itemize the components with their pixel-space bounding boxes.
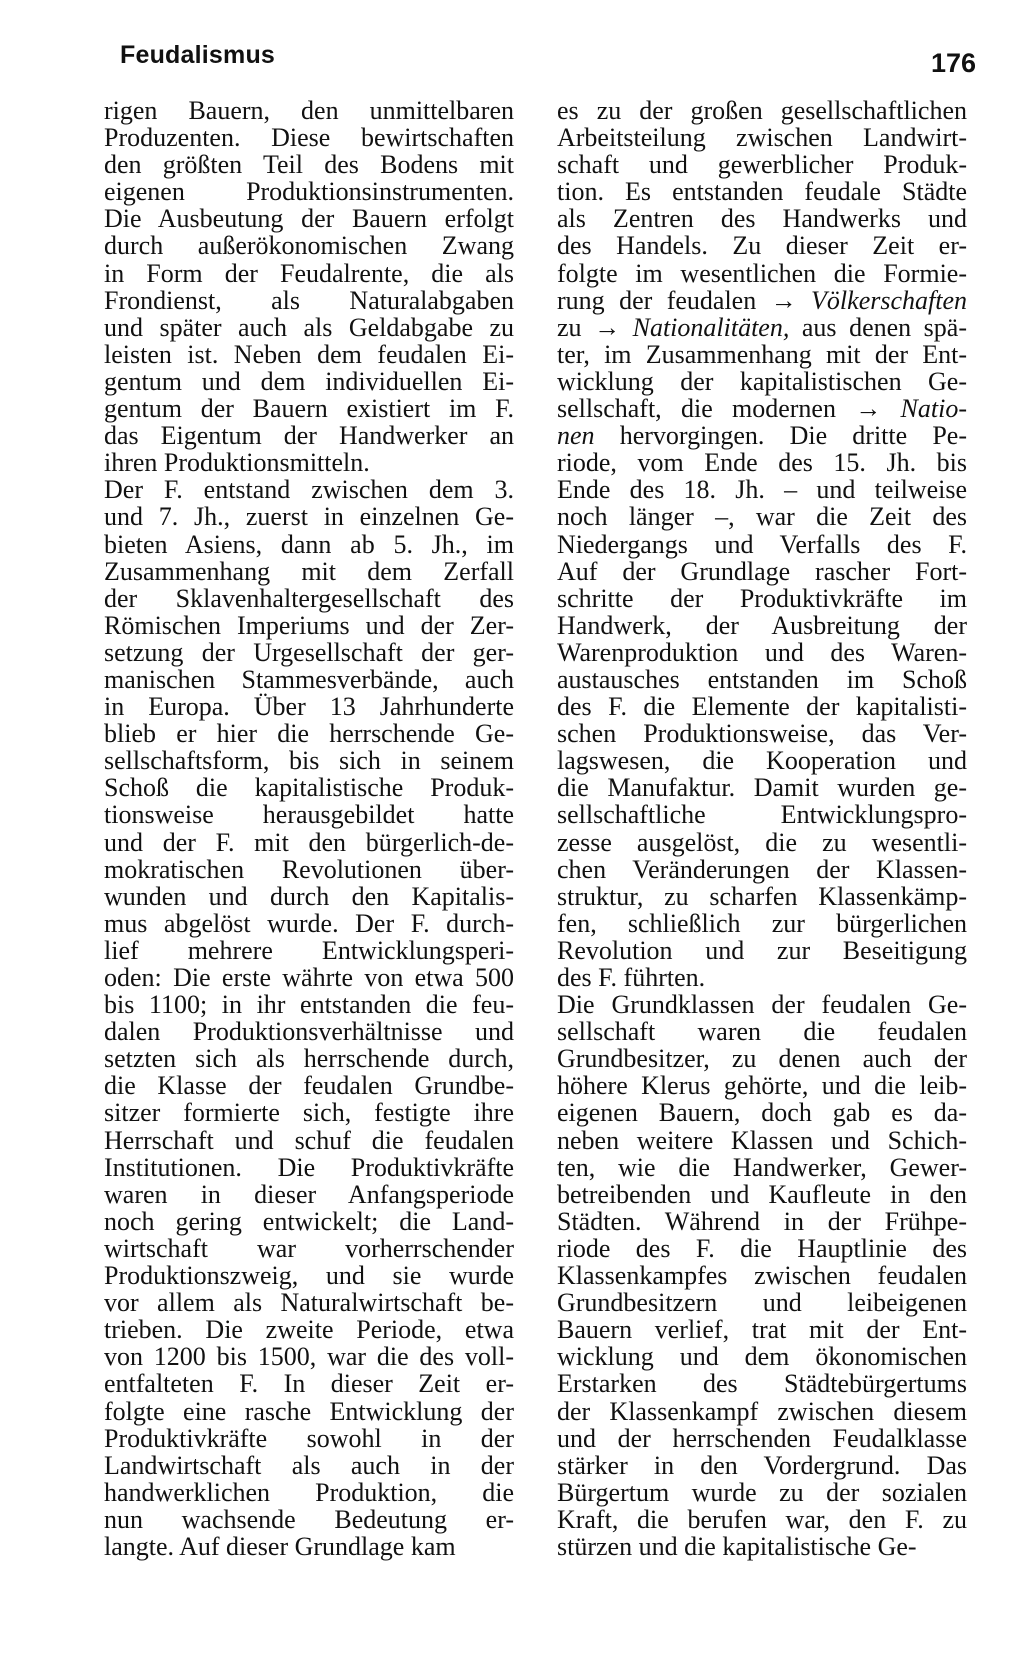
text-line: handwerklichen Produktion, die [104, 1477, 514, 1507]
text-line: schritte der Produktivkräfte im [557, 583, 967, 613]
text-line: trieben. Die zweite Periode, etwa [104, 1315, 514, 1345]
text-line: durch außerökonomischen Zwang [104, 231, 514, 261]
text-line: des F. führten. [557, 963, 706, 992]
text-line: waren in dieser Anfangsperiode [104, 1179, 514, 1209]
text-line: von 1200 bis 1500, war die des voll- [104, 1342, 514, 1372]
text-line: Erstarken des Städtebürgertums [557, 1369, 967, 1399]
text-line: leisten ist. Neben dem feudalen Ei- [104, 339, 514, 369]
text-line: Institutionen. Die Produktivkräfte [104, 1152, 514, 1182]
text-line [557, 395, 967, 422]
text-line: gentum und dem individuellen Ei- [104, 366, 514, 396]
text-line: noch gering entwickelt; die Land- [104, 1206, 514, 1236]
text-line: neben weitere Klassen und Schich- [557, 1125, 967, 1155]
text-line: die Klasse der feudalen Grundbe- [104, 1071, 514, 1101]
line-text: hervorgingen. Die dritte Pe- [619, 421, 968, 451]
text-line: folgte im wesentlichen die Formie- [557, 258, 967, 288]
text-line: folgte eine rasche Entwicklung der [104, 1396, 514, 1426]
text-line: chen Veränderungen der Klassen- [557, 854, 967, 884]
right-column-top-block [557, 97, 967, 287]
text-line: wicklung und dem ökonomischen [557, 1342, 967, 1372]
text-line: blieb er hier die herrschende Ge- [104, 719, 514, 749]
text-line: tionsweise herausgebildet hatte [104, 800, 514, 830]
text-line: sellschaftsform, bis sich in seinem [104, 746, 514, 776]
text-line: Ende des 18. Jh. – und teilweise [557, 475, 967, 505]
text-line: oden: Die erste währte von etwa 500 [104, 963, 514, 992]
line-text: sellschaft, die modernen → [557, 394, 882, 424]
text-line: das Eigentum der Handwerker an [104, 421, 514, 451]
text-line: und der herrschenden Feudalklasse [557, 1423, 967, 1453]
text-line: noch länger –, war die Zeit des [557, 502, 967, 532]
text-line: eigenen Produktionsinstrumenten. [104, 177, 514, 207]
text-line: Kraft, die berufen war, den F. zu [557, 1504, 967, 1534]
text-line: rigen Bauern, den unmittelbaren [104, 96, 514, 125]
text-line: sellschaftliche Entwicklungspro- [557, 800, 967, 830]
text-line: ihren Produktionsmitteln. [104, 448, 370, 478]
text-line: Niedergangs und Verfalls des F. [557, 529, 967, 559]
line-text: zu → [557, 312, 621, 342]
text-line: tion. Es entstanden feudale Städte [557, 177, 967, 207]
cross-reference: Nationalitäten, [632, 312, 790, 342]
text-line: mus abgelöst wurde. Der F. durch- [104, 908, 514, 938]
text-line: setzung der Urgesellschaft der ger- [104, 637, 514, 667]
text-line: der Klassenkampf zwischen diesem [557, 1396, 967, 1426]
text-line [557, 314, 967, 341]
text-line: schen Produktionsweise, das Ver- [557, 719, 967, 749]
text-line: stärker in den Vordergrund. Das [557, 1450, 967, 1480]
text-line: Klassenkampfes zwischen feudalen [557, 1261, 967, 1291]
text-line: des F. die Elemente der kapitalisti- [557, 692, 967, 722]
text-line [557, 287, 967, 314]
text-line: zesse ausgelöst, die zu wesentli- [557, 827, 967, 857]
text-line: Grundbesitzer, zu denen auch der [557, 1044, 967, 1074]
text-line: langte. Auf dieser Grundlage kam [104, 1531, 456, 1561]
cross-reference: Natio- [900, 394, 967, 424]
text-line: Bauern verlief, trat mit der Ent- [557, 1315, 967, 1345]
text-line: Die Grundklassen der feudalen Ge- [557, 990, 967, 1020]
text-line: stürzen und die kapitalistische Ge- [557, 1531, 917, 1561]
text-line: setzten sich als herrschende durch, [104, 1044, 514, 1074]
text-line: in Europa. Über 13 Jahrhunderte [104, 692, 514, 722]
text-line: dalen Produktionsverhältnisse und [104, 1017, 514, 1047]
cross-reference: nen [557, 421, 595, 451]
text-line: Revolution und zur Beseitigung [557, 935, 967, 965]
text-line: und 7. Jh., zuerst in einzelnen Ge- [104, 502, 514, 532]
text-line: Der F. entstand zwischen dem 3. [104, 475, 514, 505]
text-line: betreibenden und Kaufleute in den [557, 1179, 967, 1209]
text-line: riode des F. die Hauptlinie des [557, 1233, 967, 1263]
text-line: struktur, zu scharfen Klassenkämp- [557, 881, 967, 911]
text-line: vor allem als Naturalwirtschaft be- [104, 1288, 514, 1318]
text-line: Die Ausbeutung der Bauern erfolgt [104, 204, 514, 234]
text-line: Zusammenhang mit dem Zerfall [104, 556, 514, 586]
text-line: austausches entstanden im Schoß [557, 664, 967, 694]
text-line: lagswesen, die Kooperation und [557, 746, 967, 776]
text-line: mokratischen Revolutionen über- [104, 854, 514, 884]
running-head-keyword: Feudalismus [120, 41, 276, 69]
text-line: manischen Stammesverbände, auch [104, 664, 514, 694]
text-line: Frondienst, als Naturalabgaben [104, 285, 514, 315]
text-line: Schoß die kapitalistische Produk- [104, 773, 514, 803]
text-line: ter, im Zusammenhang mit der Ent- [557, 339, 967, 369]
text-line: nun wachsende Bedeutung er- [104, 1504, 514, 1534]
text-line: der Sklavenhaltergesellschaft des [104, 583, 514, 613]
line-text: aus denen spä- [801, 312, 967, 342]
text-line: Warenproduktion und des Waren- [557, 637, 967, 667]
cross-reference: Völkerschaften [811, 285, 967, 315]
text-line: Auf der Grundlage rascher Fort- [557, 556, 967, 586]
text-line: Produktionszweig, und sie wurde [104, 1261, 514, 1291]
text-line: Handwerk, der Ausbreitung der [557, 610, 967, 640]
line-text: rung der feudalen → [557, 285, 797, 315]
text-line: sellschaft waren die feudalen [557, 1017, 967, 1047]
text-line: sitzer formierte sich, festigte ihre [104, 1098, 514, 1128]
text-line [557, 422, 967, 449]
text-line: als Zentren des Handwerks und [557, 204, 967, 234]
text-line: eigenen Bauern, doch gab es da- [557, 1098, 967, 1128]
text-line: Herrschaft und schuf die feudalen [104, 1125, 514, 1155]
text-line: wirtschaft war vorherrschender [104, 1233, 514, 1263]
text-line: Produktivkräfte sowohl in der [104, 1423, 514, 1453]
text-line: Landwirtschaft als auch in der [104, 1450, 514, 1480]
text-line: entfalteten F. In dieser Zeit er- [104, 1369, 514, 1399]
right-column-bottom-block [557, 449, 967, 1560]
text-line: höhere Klerus gehörte, und die leib- [557, 1071, 967, 1101]
text-line: ten, wie die Handwerker, Gewer- [557, 1152, 967, 1182]
text-line: wunden und durch den Kapitalis- [104, 881, 514, 911]
text-line: schaft und gewerblicher Produk- [557, 150, 967, 180]
text-line: Grundbesitzern und leibeigenen [557, 1288, 967, 1318]
text-line: wicklung der kapitalistischen Ge- [557, 366, 967, 396]
text-line: bieten Asiens, dann ab 5. Jh., im [104, 529, 514, 559]
text-line: es zu der großen gesellschaftlichen [557, 96, 967, 125]
text-line: die Manufaktur. Damit wurden ge- [557, 773, 967, 803]
text-line: Produzenten. Diese bewirtschaften [104, 123, 514, 153]
text-line: und der F. mit den bürgerlich-de- [104, 827, 514, 857]
page-number: 176 [930, 48, 976, 78]
text-line: gentum der Bauern existiert im F. [104, 394, 514, 424]
text-line: den größten Teil des Bodens mit [104, 150, 514, 180]
text-line: fen, schließlich zur bürgerlichen [557, 908, 967, 938]
text-line: des Handels. Zu dieser Zeit er- [557, 231, 967, 261]
text-line: Arbeitsteilung zwischen Landwirt- [557, 123, 967, 153]
text-line: lief mehrere Entwicklungsperi- [104, 935, 514, 965]
text-column-right [557, 97, 967, 1560]
text-line: Städten. Während in der Frühpe- [557, 1206, 967, 1236]
text-line: Römischen Imperiums und der Zer- [104, 610, 514, 640]
text-line: bis 1100; in ihr entstanden die feu- [104, 990, 514, 1020]
text-line: und später auch als Geldabgabe zu [104, 312, 514, 342]
text-line: Bürgertum wurde zu der sozialen [557, 1477, 967, 1507]
text-line: riode, vom Ende des 15. Jh. bis [557, 448, 967, 478]
text-line: in Form der Feudalrente, die als [104, 258, 514, 288]
text-column-left [104, 97, 514, 1560]
